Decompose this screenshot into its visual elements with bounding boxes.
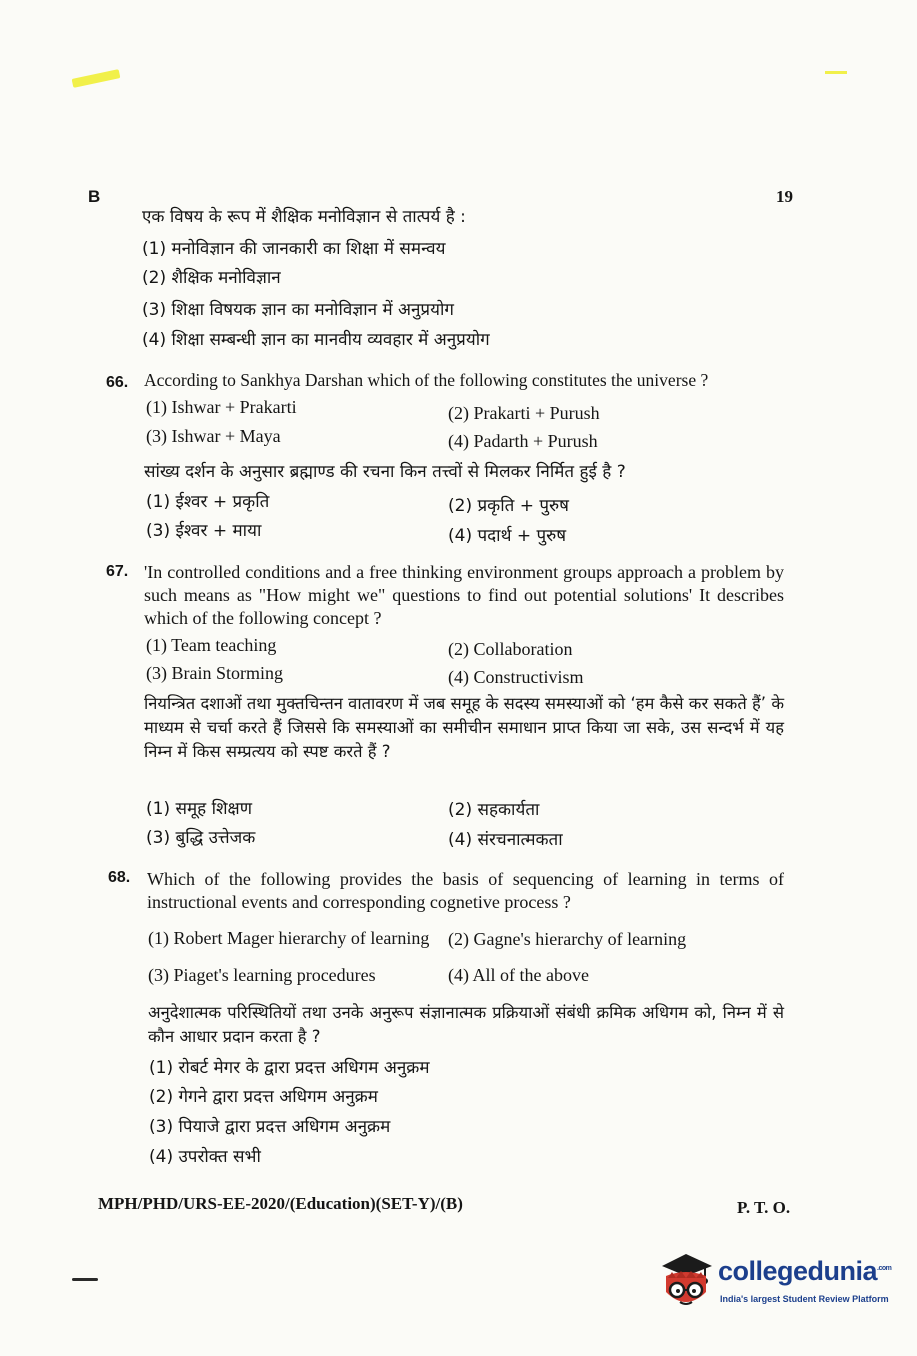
brand-suffix: .com [877,1265,892,1272]
q66-hindi-option-1: (1) ईश्वर + प्रकृति [146,492,270,512]
highlighter-mark-right [825,71,847,74]
q66-english-option-3: (3) Ishwar + Maya [146,426,281,446]
mascot-icon [656,1250,716,1316]
q65-hindi-option-2: (2) शैक्षिक मनोविज्ञान [142,268,281,288]
q66-hindi-option-3: (3) ईश्वर + माया [146,521,262,541]
q68-hindi-stem: अनुदेशात्मक परिस्थितियों तथा उनके अनुरूप संज्ञानात्मक प्रक्रियाओं संबंधी क्रमिक अधिगम को, निम्न में से कौन आधार प्रदान करता है ? [148,1003,784,1046]
q66-english-option-1: (1) Ishwar + Prakarti [146,397,297,417]
q68-english-option-1: (1) Robert Mager hierarchy of learning [148,928,430,948]
question-number-66: 66. [106,374,129,391]
paper-code: MPH/PHD/URS-EE-2020/(Education)(SET-Y)/(B) [98,1194,463,1213]
q68-english-option-2: (2) Gagne's hierarchy of learning [448,929,687,949]
highlighter-mark-left [72,69,121,88]
q67-english-option-3: (3) Brain Storming [146,663,283,683]
q66-hindi-option-4: (4) पदार्थ + पुरुष [448,526,567,546]
q67-hindi-option-4: (4) संरचनात्मकता [448,830,563,850]
q65-hindi-option-1: (1) मनोविज्ञान की जानकारी का शिक्षा में समन्वय [142,239,446,259]
q68-hindi-option-1: (1) रोबर्ट मेगर के द्वारा प्रदत्त अधिगम अनुक्रम [149,1058,430,1078]
q67-english-option-1: (1) Team teaching [146,635,277,655]
q66-english-stem: According to Sankhya Darshan which of the following constitutes the universe ? [144,370,709,390]
please-turn-over: P. T. O. [737,1198,791,1217]
q66-english-option-2: (2) Prakarti + Purush [448,403,600,423]
q66-english-option-4: (4) Padarth + Purush [448,431,598,451]
brand-name [718,1256,891,1287]
set-letter: B [88,187,101,206]
brand-text: collegedunia [718,1256,878,1286]
brand-tagline: India's largest Student Review Platform [720,1294,889,1304]
q68-english-option-4: (4) All of the above [448,965,589,985]
q67-hindi-option-2: (2) सहकार्यता [448,800,540,820]
q67-hindi-option-1: (1) समूह शिक्षण [146,799,253,819]
q66-hindi-option-2: (2) प्रकृति + पुरुष [448,496,570,516]
q68-hindi-option-3: (3) पियाजे द्वारा प्रदत्त अधिगम अनुक्रम [149,1117,391,1137]
q66-hindi-stem: सांख्य दर्शन के अनुसार ब्रह्माण्ड की रचना किन तत्त्वों से मिलकर निर्मित हुई है ? [144,462,626,482]
q67-english-stem: 'In controlled conditions and a free thinking environment groups approach a problem by such means as "How might we" questions to find out potential solutions' It describes which of the following concept ? [144,562,784,628]
q67-hindi-option-3: (3) बुद्धि उत्तेजक [146,828,256,848]
collegedunia-logo [656,1250,892,1320]
q68-hindi-option-4: (4) उपरोक्त सभी [149,1147,261,1167]
question-number-67: 67. [106,563,129,580]
q67-english-option-2: (2) Collaboration [448,639,573,659]
q65-hindi-stem: एक विषय के रूप में शैक्षिक मनोविज्ञान से तात्पर्य है : [142,207,466,227]
page-number: 19 [776,187,793,206]
question-number-68: 68. [108,869,131,886]
q65-hindi-option-3: (3) शिक्षा विषयक ज्ञान का मनोविज्ञान में अनुप्रयोग [142,300,454,320]
pen-mark [72,1278,98,1281]
q68-english-stem: Which of the following provides the basis of sequencing of learning in terms of instructional events and corresponding cognetive process ? [147,869,784,912]
q67-english-option-4: (4) Constructivism [448,667,584,687]
q65-hindi-option-4: (4) शिक्षा सम्बन्धी ज्ञान का मानवीय व्यवहार में अनुप्रयोग [142,330,490,350]
q68-hindi-option-2: (2) गेगने द्वारा प्रदत्त अधिगम अनुक्रम [149,1087,378,1107]
q67-hindi-stem: नियन्त्रित दशाओं तथा मुक्तचिन्तन वातावरण में जब समूह के सदस्य समस्याओं को ‘हम कैसे कर सकते हैं’ के माध्यम से चर्चा करते हैं जिससे कि समस्याओं का समीचीन समाधान प्राप्त किया जा सके, उस सन्दर्भ में यह निम्न में किस सम्प्रत्यय को स्पष्ट करते हैं ? [144,694,784,761]
q68-english-option-3: (3) Piaget's learning procedures [148,965,376,985]
